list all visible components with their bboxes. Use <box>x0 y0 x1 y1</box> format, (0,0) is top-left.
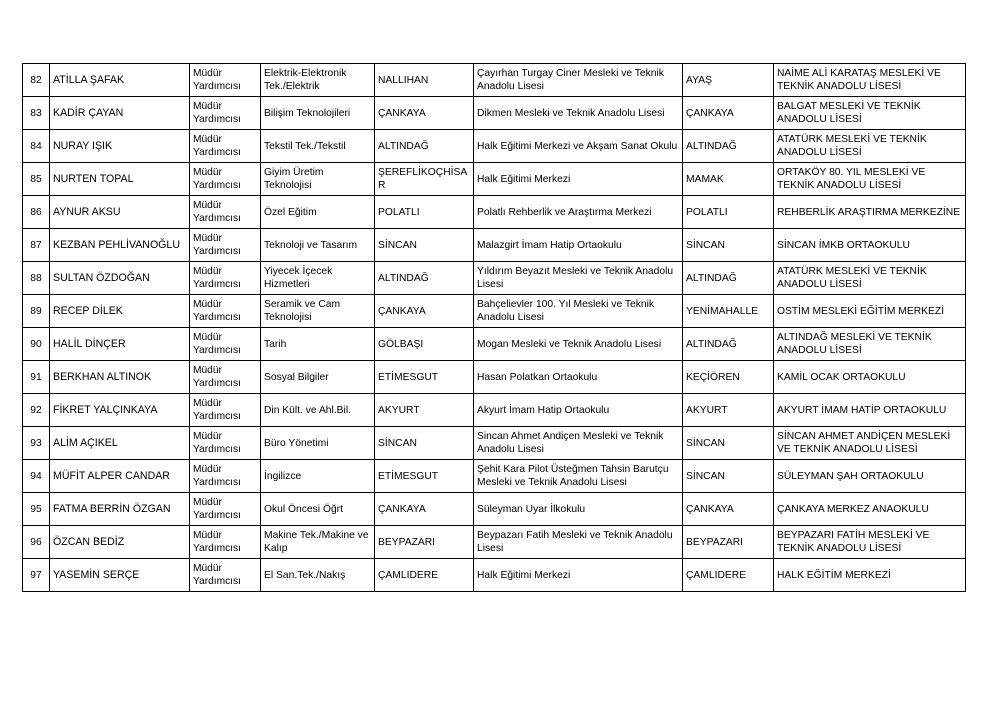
branch-field-cell: Tekstil Tek./Tekstil <box>261 130 375 163</box>
row-number-cell: 87 <box>23 229 50 262</box>
staff-name-cell: FİKRET YALÇINKAYA <box>50 394 190 427</box>
current-district-cell: ÇANKAYA <box>375 493 474 526</box>
current-district-cell: BEYPAZARI <box>375 526 474 559</box>
position-title-cell: Müdür Yardımcısı <box>190 427 261 460</box>
current-district-cell: ALTINDAĞ <box>375 130 474 163</box>
position-title-cell: Müdür Yardımcısı <box>190 526 261 559</box>
staff-name-cell: MÜFİT ALPER CANDAR <box>50 460 190 493</box>
row-number-cell: 86 <box>23 196 50 229</box>
assigned-school-cell: OSTİM MESLEKİ EĞİTİM MERKEZİ <box>774 295 966 328</box>
branch-field-cell: Giyim Üretim Teknolojisi <box>261 163 375 196</box>
table-row <box>23 460 966 493</box>
staff-name-cell: SULTAN ÖZDOĞAN <box>50 262 190 295</box>
current-school-cell: Mogan Mesleki ve Teknik Anadolu Lisesi <box>474 328 683 361</box>
current-school-cell: Yıldırım Beyazıt Mesleki ve Teknik Anadolu Lisesi <box>474 262 683 295</box>
position-title-cell: Müdür Yardımcısı <box>190 130 261 163</box>
position-title-cell: Müdür Yardımcısı <box>190 97 261 130</box>
assignment-table <box>22 63 966 592</box>
current-district-cell: NALLIHAN <box>375 64 474 97</box>
branch-field-cell: Din Kült. ve Ahl.Bil. <box>261 394 375 427</box>
branch-field-cell: Yiyecek İçecek Hizmetleri <box>261 262 375 295</box>
table-row <box>23 559 966 592</box>
staff-name-cell: YASEMİN SERÇE <box>50 559 190 592</box>
current-district-cell: ETİMESGUT <box>375 361 474 394</box>
table-row <box>23 196 966 229</box>
assigned-school-cell: SİNCAN İMKB ORTAOKULU <box>774 229 966 262</box>
current-school-cell: Polatlı Rehberlik ve Araştırma Merkezi <box>474 196 683 229</box>
assigned-school-cell: AKYURT İMAM HATİP ORTAOKULU <box>774 394 966 427</box>
table-body <box>23 64 966 592</box>
staff-name-cell: KEZBAN PEHLİVANOĞLU <box>50 229 190 262</box>
row-number-cell: 93 <box>23 427 50 460</box>
assigned-school-cell: REHBERLİK ARAŞTIRMA MERKEZİNE <box>774 196 966 229</box>
branch-field-cell: Okul Öncesi Öğrt <box>261 493 375 526</box>
current-school-cell: Hasan Polatkan Ortaokulu <box>474 361 683 394</box>
current-school-cell: Sincan Ahmet Andiçen Mesleki ve Teknik Anadolu Lisesi <box>474 427 683 460</box>
table-row <box>23 526 966 559</box>
row-number-cell: 85 <box>23 163 50 196</box>
branch-field-cell: Bilişim Teknolojileri <box>261 97 375 130</box>
assigned-district-cell: ALTINDAĞ <box>683 328 774 361</box>
branch-field-cell: Büro Yönetimi <box>261 427 375 460</box>
assigned-school-cell: SÜLEYMAN ŞAH ORTAOKULU <box>774 460 966 493</box>
assigned-school-cell: ÇANKAYA MERKEZ ANAOKULU <box>774 493 966 526</box>
staff-name-cell: RECEP DİLEK <box>50 295 190 328</box>
branch-field-cell: Teknoloji ve Tasarım <box>261 229 375 262</box>
assigned-district-cell: SİNCAN <box>683 460 774 493</box>
row-number-cell: 97 <box>23 559 50 592</box>
branch-field-cell: Makine Tek./Makine ve Kalıp <box>261 526 375 559</box>
position-title-cell: Müdür Yardımcısı <box>190 196 261 229</box>
position-title-cell: Müdür Yardımcısı <box>190 229 261 262</box>
assigned-district-cell: AKYURT <box>683 394 774 427</box>
current-district-cell: ALTINDAĞ <box>375 262 474 295</box>
assigned-school-cell: ORTAKÖY 80. YIL MESLEKİ VE TEKNİK ANADOLU LİSESİ <box>774 163 966 196</box>
row-number-cell: 92 <box>23 394 50 427</box>
current-school-cell: Çayırhan Turgay Ciner Mesleki ve Teknik Anadolu Lisesi <box>474 64 683 97</box>
assigned-district-cell: ÇANKAYA <box>683 493 774 526</box>
table-row <box>23 163 966 196</box>
row-number-cell: 84 <box>23 130 50 163</box>
position-title-cell: Müdür Yardımcısı <box>190 262 261 295</box>
assigned-school-cell: SİNCAN AHMET ANDİÇEN MESLEKİ VE TEKNİK ANADOLU LİSESİ <box>774 427 966 460</box>
staff-name-cell: ATİLLA ŞAFAK <box>50 64 190 97</box>
current-school-cell: Halk Eğitimi Merkezi <box>474 163 683 196</box>
position-title-cell: Müdür Yardımcısı <box>190 493 261 526</box>
row-number-cell: 94 <box>23 460 50 493</box>
position-title-cell: Müdür Yardımcısı <box>190 163 261 196</box>
table-row <box>23 295 966 328</box>
branch-field-cell: Elektrik-Elektronik Tek./Elektrik <box>261 64 375 97</box>
row-number-cell: 89 <box>23 295 50 328</box>
staff-name-cell: NURTEN TOPAL <box>50 163 190 196</box>
current-district-cell: ETİMESGUT <box>375 460 474 493</box>
current-school-cell: Bahçelievler 100. Yıl Mesleki ve Teknik Anadolu Lisesi <box>474 295 683 328</box>
current-district-cell: AKYURT <box>375 394 474 427</box>
position-title-cell: Müdür Yardımcısı <box>190 559 261 592</box>
position-title-cell: Müdür Yardımcısı <box>190 328 261 361</box>
assigned-district-cell: BEYPAZARI <box>683 526 774 559</box>
assigned-school-cell: NAİME ALİ KARATAŞ MESLEKİ VE TEKNİK ANADOLU LİSESİ <box>774 64 966 97</box>
branch-field-cell: El San.Tek./Nakış <box>261 559 375 592</box>
position-title-cell: Müdür Yardımcısı <box>190 394 261 427</box>
current-school-cell: Halk Eğitimi Merkezi ve Akşam Sanat Okulu <box>474 130 683 163</box>
current-district-cell: ÇAMLIDERE <box>375 559 474 592</box>
assigned-district-cell: YENİMAHALLE <box>683 295 774 328</box>
table-row <box>23 130 966 163</box>
branch-field-cell: Sosyal Bilgiler <box>261 361 375 394</box>
assigned-school-cell: BEYPAZARI FATİH MESLEKİ VE TEKNİK ANADOLU LİSESİ <box>774 526 966 559</box>
staff-name-cell: FATMA BERRİN ÖZGAN <box>50 493 190 526</box>
current-district-cell: SİNCAN <box>375 427 474 460</box>
row-number-cell: 96 <box>23 526 50 559</box>
row-number-cell: 83 <box>23 97 50 130</box>
staff-name-cell: BERKHAN ALTINOK <box>50 361 190 394</box>
position-title-cell: Müdür Yardımcısı <box>190 460 261 493</box>
row-number-cell: 88 <box>23 262 50 295</box>
table-row <box>23 229 966 262</box>
current-district-cell: ŞEREFLİKOÇHİSAR <box>375 163 474 196</box>
table-row <box>23 328 966 361</box>
table-row <box>23 361 966 394</box>
current-school-cell: Dikmen Mesleki ve Teknik Anadolu Lisesi <box>474 97 683 130</box>
staff-name-cell: NURAY IŞIK <box>50 130 190 163</box>
assigned-school-cell: ALTINDAĞ MESLEKİ VE TEKNİK ANADOLU LİSESİ <box>774 328 966 361</box>
table-row <box>23 64 966 97</box>
current-school-cell: Şehit Kara Pilot Üsteğmen Tahsin Barutçu Mesleki ve Teknik Anadolu Lisesi <box>474 460 683 493</box>
assigned-school-cell: ATATÜRK MESLEKİ VE TEKNİK ANADOLU LİSESİ <box>774 262 966 295</box>
assigned-school-cell: ATATÜRK MESLEKİ VE TEKNİK ANADOLU LİSESİ <box>774 130 966 163</box>
branch-field-cell: Tarih <box>261 328 375 361</box>
branch-field-cell: İngilizce <box>261 460 375 493</box>
current-district-cell: ÇANKAYA <box>375 97 474 130</box>
current-school-cell: Halk Eğitimi Merkezi <box>474 559 683 592</box>
assigned-district-cell: ÇAMLIDERE <box>683 559 774 592</box>
assigned-district-cell: SİNCAN <box>683 427 774 460</box>
current-school-cell: Beypazarı Fatih Mesleki ve Teknik Anadolu Lisesi <box>474 526 683 559</box>
assigned-district-cell: ALTINDAĞ <box>683 262 774 295</box>
staff-name-cell: ALİM AÇIKEL <box>50 427 190 460</box>
current-district-cell: GÖLBAŞI <box>375 328 474 361</box>
staff-name-cell: AYNUR AKSU <box>50 196 190 229</box>
current-school-cell: Süleyman Uyar İlkokulu <box>474 493 683 526</box>
assigned-school-cell: KAMİL OCAK ORTAOKULU <box>774 361 966 394</box>
current-district-cell: ÇANKAYA <box>375 295 474 328</box>
staff-name-cell: ÖZCAN BEDİZ <box>50 526 190 559</box>
staff-name-cell: HALİL DİNÇER <box>50 328 190 361</box>
branch-field-cell: Seramik ve Cam Teknolojisi <box>261 295 375 328</box>
assigned-district-cell: ALTINDAĞ <box>683 130 774 163</box>
row-number-cell: 91 <box>23 361 50 394</box>
current-district-cell: POLATLI <box>375 196 474 229</box>
staff-name-cell: KADİR ÇAYAN <box>50 97 190 130</box>
branch-field-cell: Özel Eğitim <box>261 196 375 229</box>
table-row <box>23 427 966 460</box>
table-row <box>23 97 966 130</box>
table-row <box>23 394 966 427</box>
position-title-cell: Müdür Yardımcısı <box>190 295 261 328</box>
current-district-cell: SİNCAN <box>375 229 474 262</box>
assigned-district-cell: MAMAK <box>683 163 774 196</box>
table-row <box>23 493 966 526</box>
assigned-school-cell: HALK EĞİTİM MERKEZİ <box>774 559 966 592</box>
assigned-district-cell: SİNCAN <box>683 229 774 262</box>
position-title-cell: Müdür Yardımcısı <box>190 361 261 394</box>
current-school-cell: Akyurt İmam Hatip Ortaokulu <box>474 394 683 427</box>
table-row <box>23 262 966 295</box>
assigned-district-cell: ÇANKAYA <box>683 97 774 130</box>
assigned-district-cell: POLATLI <box>683 196 774 229</box>
current-school-cell: Malazgirt İmam Hatip Ortaokulu <box>474 229 683 262</box>
assigned-school-cell: BALGAT MESLEKİ VE TEKNİK ANADOLU LİSESİ <box>774 97 966 130</box>
row-number-cell: 95 <box>23 493 50 526</box>
row-number-cell: 90 <box>23 328 50 361</box>
row-number-cell: 82 <box>23 64 50 97</box>
assigned-district-cell: AYAŞ <box>683 64 774 97</box>
position-title-cell: Müdür Yardımcısı <box>190 64 261 97</box>
assigned-district-cell: KEÇİÖREN <box>683 361 774 394</box>
